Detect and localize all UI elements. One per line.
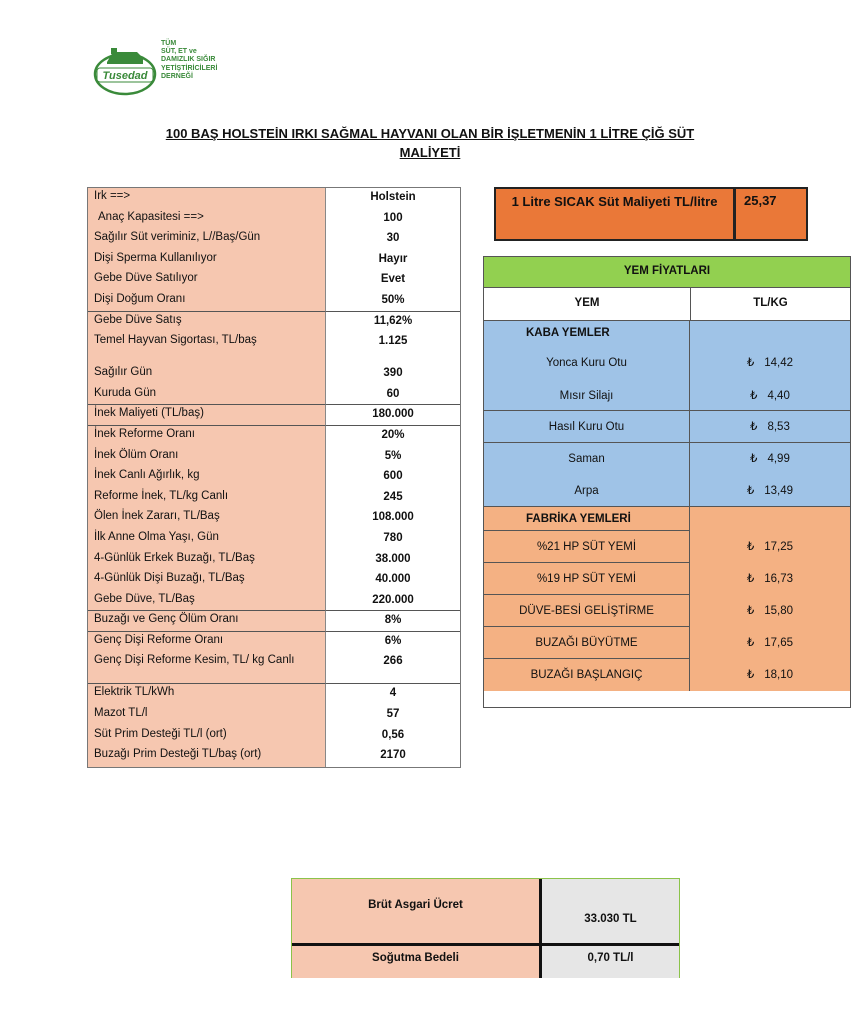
parameters-table (87, 187, 461, 768)
price-column-header: TL/KG (753, 297, 788, 309)
feed-prices-table (483, 256, 851, 708)
parameter-row (88, 188, 460, 209)
feed-column-header: YEM (484, 288, 691, 320)
parameter-value: Evet (326, 270, 460, 291)
parameter-label: Gebe Düve Satış (88, 312, 326, 333)
parameter-label: İnek Canlı Ağırlık, kg (88, 467, 326, 488)
factory-feed-title-row (484, 507, 850, 531)
feed-name: %19 HP SÜT YEMİ (484, 563, 690, 595)
feed-name: Saman (484, 443, 690, 475)
page-title (60, 124, 800, 162)
parameter-label: Mazot TL/l (88, 705, 326, 726)
tusedad-cow-emblem (93, 44, 157, 96)
feed-price-value: 13,49 (764, 485, 794, 497)
logo-line: DERNEĞİ (161, 72, 193, 80)
parameter-label: Buzağı ve Genç Ölüm Oranı (88, 611, 326, 632)
feed-price (690, 563, 850, 595)
feed-price (690, 507, 850, 531)
parameter-row (88, 364, 460, 385)
lira-symbol: ₺ (746, 485, 755, 497)
parameter-value: 1.125 (326, 332, 460, 364)
factory-feed-section (484, 507, 850, 691)
lira-symbol: ₺ (750, 453, 758, 465)
lira-symbol: ₺ (750, 421, 758, 433)
parameter-row (88, 488, 460, 509)
parameter-row (88, 312, 460, 333)
parameter-value: 40.000 (326, 570, 460, 591)
parameter-value: 245 (326, 488, 460, 509)
feed-name: Yonca Kuru Otu (484, 345, 690, 381)
parameter-label: Ölen İnek Zararı, TL/Baş (88, 508, 326, 529)
feed-price-value: 14,42 (764, 357, 794, 369)
parameter-label: Temel Hayvan Sigortası, TL/baş (88, 332, 326, 364)
feed-price (690, 381, 850, 410)
parameter-value: 38.000 (326, 550, 460, 571)
logo-line: YETİŞTİRİCİLERİ (161, 64, 218, 72)
parameter-value: 60 (326, 385, 460, 406)
parameter-label: Genç Dişi Reforme Oranı (88, 632, 326, 653)
feed-price (690, 531, 850, 563)
parameter-row (88, 250, 460, 271)
feed-price (690, 345, 850, 381)
parameter-label: İnek Reforme Oranı (88, 426, 326, 447)
feed-row (484, 345, 850, 381)
parameter-row (88, 426, 460, 447)
feed-price (690, 321, 850, 345)
parameter-row (88, 550, 460, 571)
lira-symbol: ₺ (750, 390, 758, 402)
feed-row (484, 411, 850, 443)
feed-row (484, 595, 850, 627)
cooling-row (292, 946, 679, 978)
feed-section-title: KABA YEMLER (484, 321, 690, 345)
parameter-label: Genç Dişi Reforme Kesim, TL/ kg Canlı (88, 652, 326, 684)
lira-symbol: ₺ (746, 605, 755, 617)
logo-line: TÜM (161, 40, 177, 47)
feed-row (484, 659, 850, 691)
lira-symbol: ₺ (746, 573, 755, 585)
parameter-row (88, 508, 460, 529)
parameter-label: Irk ==> (88, 188, 326, 209)
title-line-2: MALİYETİ (399, 145, 461, 160)
feed-price-value: 4,40 (767, 390, 790, 402)
feed-column-headers (484, 288, 850, 321)
parameter-value: 30 (326, 229, 460, 250)
feed-name: BUZAĞI BÜYÜTME (484, 627, 690, 659)
feed-section-title: FABRİKA YEMLERİ (484, 507, 690, 531)
wage-cooling-table (291, 878, 680, 978)
parameter-label: İnek Ölüm Oranı (88, 447, 326, 468)
feed-price (690, 627, 850, 659)
parameter-label: Sağılır Süt veriminiz, L//Baş/Gün (88, 229, 326, 250)
parameter-label: Buzağı Prim Desteği TL/baş (ort) (88, 746, 326, 767)
parameter-value: 0,56 (326, 726, 460, 747)
parameter-row (88, 291, 460, 312)
feed-price (690, 475, 850, 506)
title-line-1: 100 BAŞ HOLSTEİN IRKI SAĞMAL HAYVANI OLAN BİR İŞLETMENİN 1 LİTRE ÇİĞ SÜT (165, 126, 695, 141)
feed-name: Mısır Silajı (484, 381, 690, 410)
parameter-value: 600 (326, 467, 460, 488)
feed-price (690, 595, 850, 627)
parameter-value: 180.000 (326, 405, 460, 426)
parameter-label: Dişi Doğum Oranı (88, 291, 326, 312)
parameter-label: Gebe Düve Satılıyor (88, 270, 326, 291)
tusedad-logo (93, 38, 243, 100)
rough-feed-title-row (484, 321, 850, 345)
feed-row (484, 381, 850, 411)
parameter-label: Dişi Sperma Kullanılıyor (88, 250, 326, 271)
milk-cost-label: 1 Litre SICAK Süt Maliyeti TL/litre (496, 189, 736, 239)
parameter-value: 220.000 (326, 591, 460, 612)
parameter-label: İnek Maliyeti (TL/baş) (88, 405, 326, 426)
lira-symbol: ₺ (746, 637, 755, 649)
feed-name: BUZAĞI BAŞLANGIÇ (484, 659, 690, 691)
parameter-value: Holstein (326, 188, 460, 209)
parameter-label: 4-Günlük Erkek Buzağı, TL/Baş (88, 550, 326, 571)
parameter-label: 4-Günlük Dişi Buzağı, TL/Baş (88, 570, 326, 591)
parameter-row (88, 746, 460, 767)
parameter-value: Hayır (326, 250, 460, 271)
feed-name: DÜVE-BESİ GELİŞTİRME (484, 595, 690, 627)
parameter-row (88, 447, 460, 468)
parameter-row (88, 570, 460, 591)
parameter-label: Sağılır Gün (88, 364, 326, 385)
feed-price (690, 659, 850, 691)
parameter-value: 5% (326, 447, 460, 468)
logo-brand-text: Tusedad (102, 70, 148, 82)
feed-row (484, 627, 850, 659)
parameter-value: 50% (326, 291, 460, 312)
parameter-row (88, 467, 460, 488)
feed-row (484, 531, 850, 563)
wage-value: 33.030 TL (542, 879, 679, 943)
parameter-value: 390 (326, 364, 460, 385)
feed-row (484, 563, 850, 595)
logo-line: DAMIZLIK SIĞIR (161, 56, 216, 64)
parameter-value: 780 (326, 529, 460, 550)
parameter-label: İlk Anne Olma Yaşı, Gün (88, 529, 326, 550)
parameter-row (88, 726, 460, 747)
parameter-row (88, 405, 460, 426)
parameter-row (88, 385, 460, 406)
feed-row (484, 443, 850, 475)
feed-price-value: 16,73 (764, 573, 794, 585)
parameter-row (88, 591, 460, 612)
parameter-value: 57 (326, 705, 460, 726)
feed-price (690, 411, 850, 442)
parameter-row (88, 332, 460, 364)
parameter-label: Gebe Düve, TL/Baş (88, 591, 326, 612)
parameter-row (88, 632, 460, 653)
parameter-value: 2170 (326, 746, 460, 767)
parameter-value: 20% (326, 426, 460, 447)
parameter-row (88, 229, 460, 250)
lira-symbol: ₺ (746, 669, 755, 681)
feed-price-value: 15,80 (764, 605, 794, 617)
parameter-row (88, 270, 460, 291)
lira-symbol: ₺ (746, 357, 755, 369)
parameter-label: Reforme İnek, TL/kg Canlı (88, 488, 326, 509)
feed-row (484, 475, 850, 507)
feed-prices-header: YEM FİYATLARI (484, 257, 850, 288)
milk-cost-box (494, 187, 808, 241)
parameter-value: 8% (326, 611, 460, 632)
parameter-row (88, 529, 460, 550)
feed-price (690, 443, 850, 475)
parameter-value: 266 (326, 652, 460, 684)
parameter-row (88, 705, 460, 726)
parameter-value: 108.000 (326, 508, 460, 529)
feed-price-value: 18,10 (764, 669, 794, 681)
rough-feed-section (484, 321, 850, 507)
parameter-value: 4 (326, 684, 460, 705)
feed-price-value: 4,99 (767, 453, 790, 465)
feed-name: Arpa (484, 475, 690, 506)
milk-cost-value: 25,37 (744, 193, 777, 208)
feed-price-value: 8,53 (767, 421, 790, 433)
feed-price-value: 17,65 (764, 637, 794, 649)
parameter-label: Süt Prim Desteği TL/l (ort) (88, 726, 326, 747)
parameter-row (88, 684, 460, 705)
lira-symbol: ₺ (746, 541, 755, 553)
feed-price-value: 17,25 (764, 541, 794, 553)
logo-association-name (161, 40, 251, 81)
feed-name: %21 HP SÜT YEMİ (484, 531, 690, 563)
parameter-label: Kuruda Gün (88, 385, 326, 406)
parameter-row (88, 611, 460, 632)
parameter-value: 11,62% (326, 312, 460, 333)
wage-label: Brüt Asgari Ücret (292, 879, 542, 943)
parameter-label: Anaç Kapasitesi ==> (88, 209, 326, 230)
wage-row (292, 879, 679, 946)
parameter-row (88, 209, 460, 230)
feed-name: Hasıl Kuru Otu (484, 411, 690, 442)
parameter-row (88, 652, 460, 684)
cooling-label: Soğutma Bedeli (292, 946, 542, 978)
cooling-value: 0,70 TL/l (542, 946, 679, 978)
parameter-value: 6% (326, 632, 460, 653)
parameter-label: Elektrik TL/kWh (88, 684, 326, 705)
parameter-value: 100 (326, 209, 460, 230)
logo-line: SÜT, ET ve (161, 48, 197, 56)
